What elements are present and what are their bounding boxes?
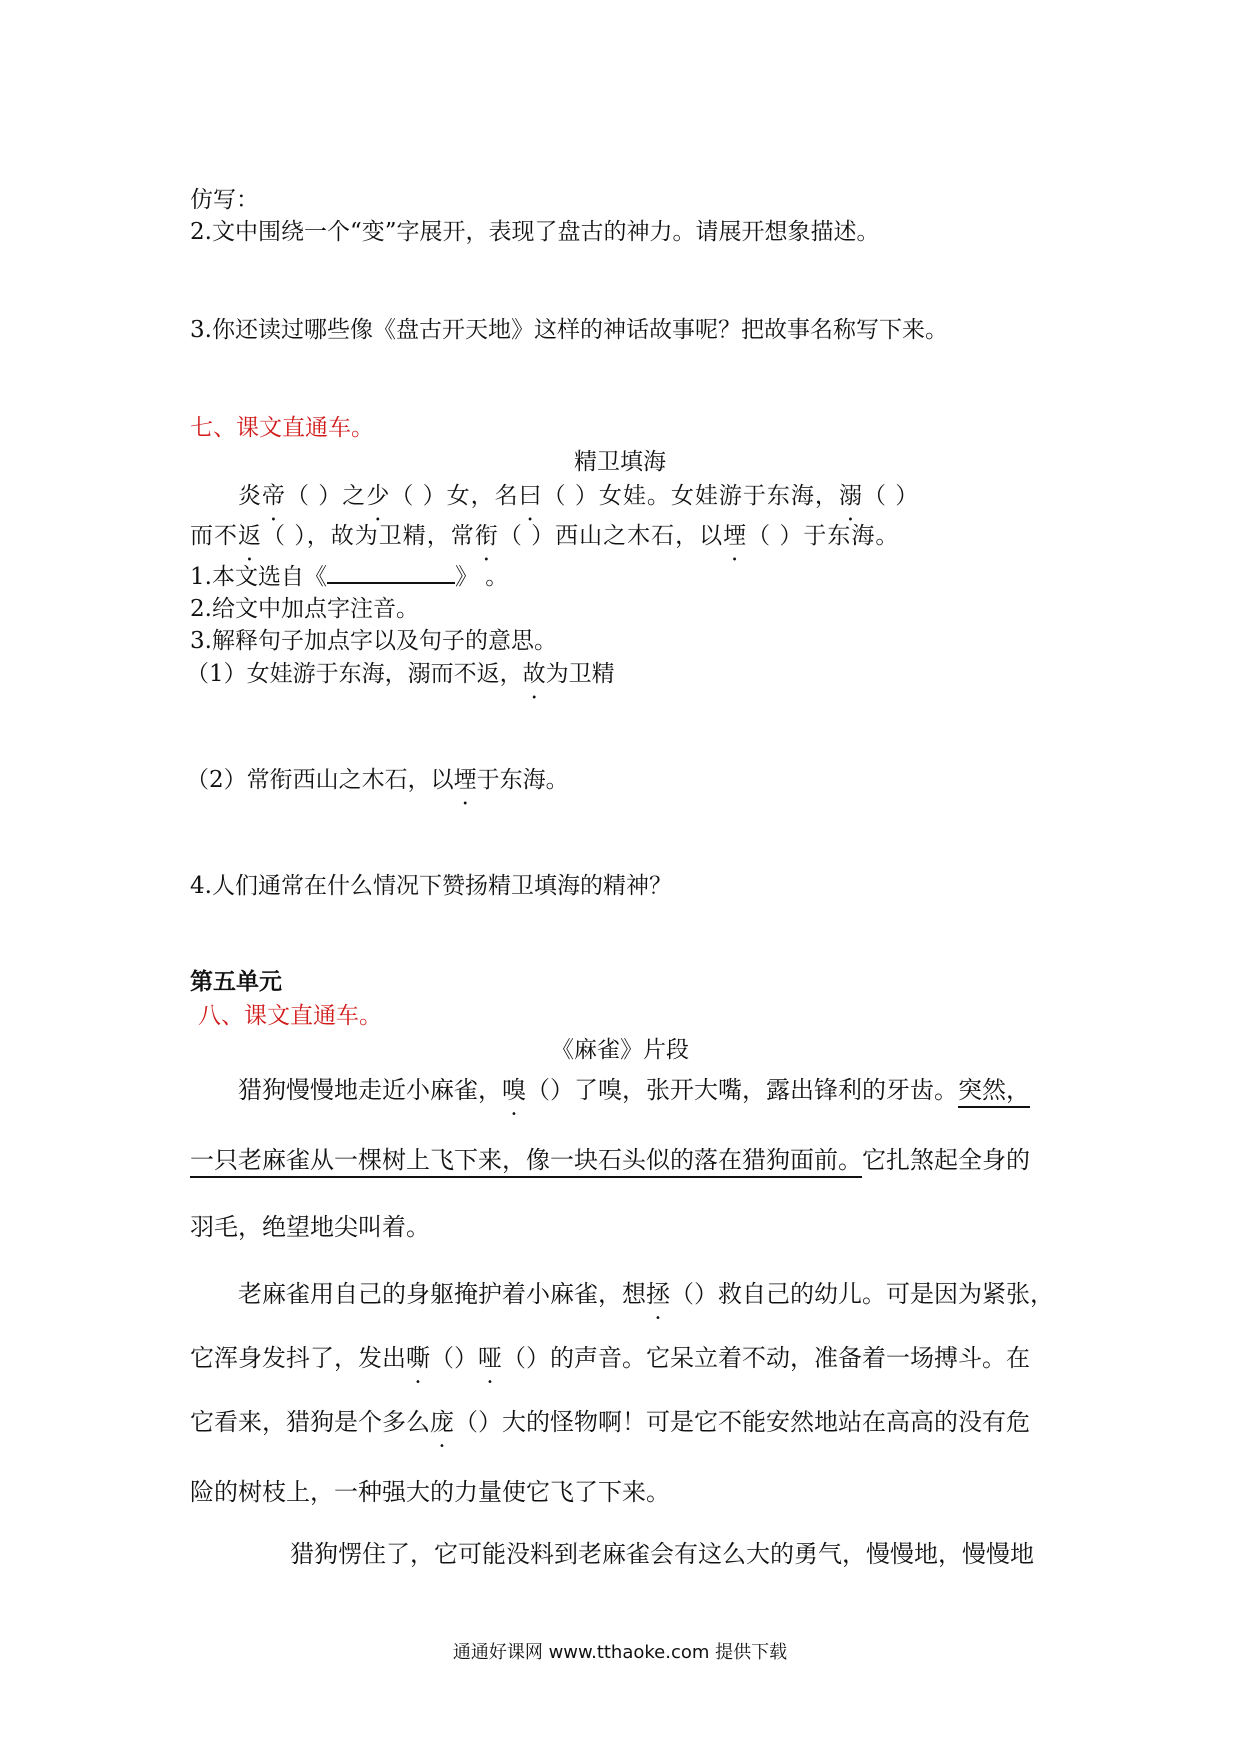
question-4: 4.人们通常在什么情况下赞扬精卫填海的精神？	[190, 873, 672, 899]
question-3: 3.你还读过哪些像《盘古开天地》这样的神话故事呢？把故事名称写下来。	[190, 317, 948, 343]
footer-credit: 通通好课网 www.tthaoke.com 提供下载	[452, 1642, 788, 1663]
unit-label: 第五单元	[190, 968, 282, 995]
classical-text-line-1: 炎帝（ ）之少（ ）女，名曰（ ）女娃。女娃游于东海，溺（ ）	[238, 480, 919, 512]
dotted-char: 嘶	[406, 1344, 430, 1372]
section-8-heading: 八、课文直通车。	[198, 1003, 382, 1029]
sentence-2: （2）常衔西山之木石，以堙于东海。	[186, 764, 569, 796]
classical-text-line-2: 而不返（ ），故为卫精，常衔（ ）西山之木石，以堙（ ）于东海。	[190, 520, 899, 552]
question-explain: 3.解释句子加点字以及句子的意思。	[190, 628, 557, 654]
imitate-label: 仿写：	[190, 187, 259, 213]
dotted-char: 少	[366, 483, 391, 509]
passage-line-8: 猎狗愣住了，它可能没料到老麻雀会有这么大的勇气，慢慢地，慢慢地	[290, 1540, 1034, 1568]
passage-line-4: 老麻雀用自己的身躯掩护着小麻雀，想拯（）救自己的幼儿。可是因为紧张，	[238, 1280, 1054, 1308]
underlined-sentence: 一只老麻雀从一棵树上飞下来，像一块石头似的落在猎狗面前。	[190, 1146, 862, 1178]
passage-line-5: 它浑身发抖了，发出嘶（）哑（）的声音。它呆立着不动，准备着一场搏斗。在	[190, 1344, 1030, 1372]
passage-line-3: 羽毛，绝望地尖叫着。	[190, 1213, 430, 1241]
underlined-sentence: 突然，	[958, 1076, 1030, 1108]
dotted-char: 哑	[478, 1344, 502, 1372]
passage-line-2: 一只老麻雀从一棵树上飞下来，像一块石头似的落在猎狗面前。它扎煞起全身的	[190, 1144, 1030, 1176]
passage-line-7: 险的树枝上，一种强大的力量使它飞了下来。	[190, 1478, 670, 1506]
passage-line-6: 它看来，猎狗是个多么庞（）大的怪物啊！可是它不能安然地站在高高的没有危	[190, 1408, 1030, 1436]
poem-title: 精卫填海	[574, 449, 666, 475]
sentence-1: （1）女娃游于东海，溺而不返，故为卫精	[186, 658, 615, 690]
dotted-char: 衔	[474, 523, 499, 549]
dotted-char: 帝	[262, 483, 286, 509]
section-7-heading: 七、课文直通车。	[190, 415, 374, 441]
passage-line-1: 猎狗慢慢地走近小麻雀，嗅（）了嗅，张开大嘴，露出锋利的牙齿。突然，	[238, 1074, 1030, 1106]
dotted-char: 拯	[646, 1280, 670, 1308]
dotted-char: 堙	[453, 767, 477, 793]
dotted-char: 返	[238, 523, 262, 549]
question-2: 2.文中围绕一个“变”字展开，表现了盘古的神力。请展开想象描述。	[190, 219, 880, 245]
question-pinyin: 2.给文中加点字注音。	[190, 596, 419, 622]
dotted-char: 庞	[430, 1408, 454, 1436]
dotted-char: 堙	[723, 523, 748, 549]
answer-blank[interactable]	[327, 581, 455, 584]
dotted-char: 溺	[838, 483, 863, 509]
dotted-char: 故	[522, 661, 546, 687]
dotted-char: 嗅	[502, 1076, 526, 1104]
dotted-char: 曰	[518, 483, 543, 509]
question-source: 1.本文选自《 》 。	[190, 564, 509, 590]
passage-title: 《麻雀》片段	[551, 1037, 689, 1063]
